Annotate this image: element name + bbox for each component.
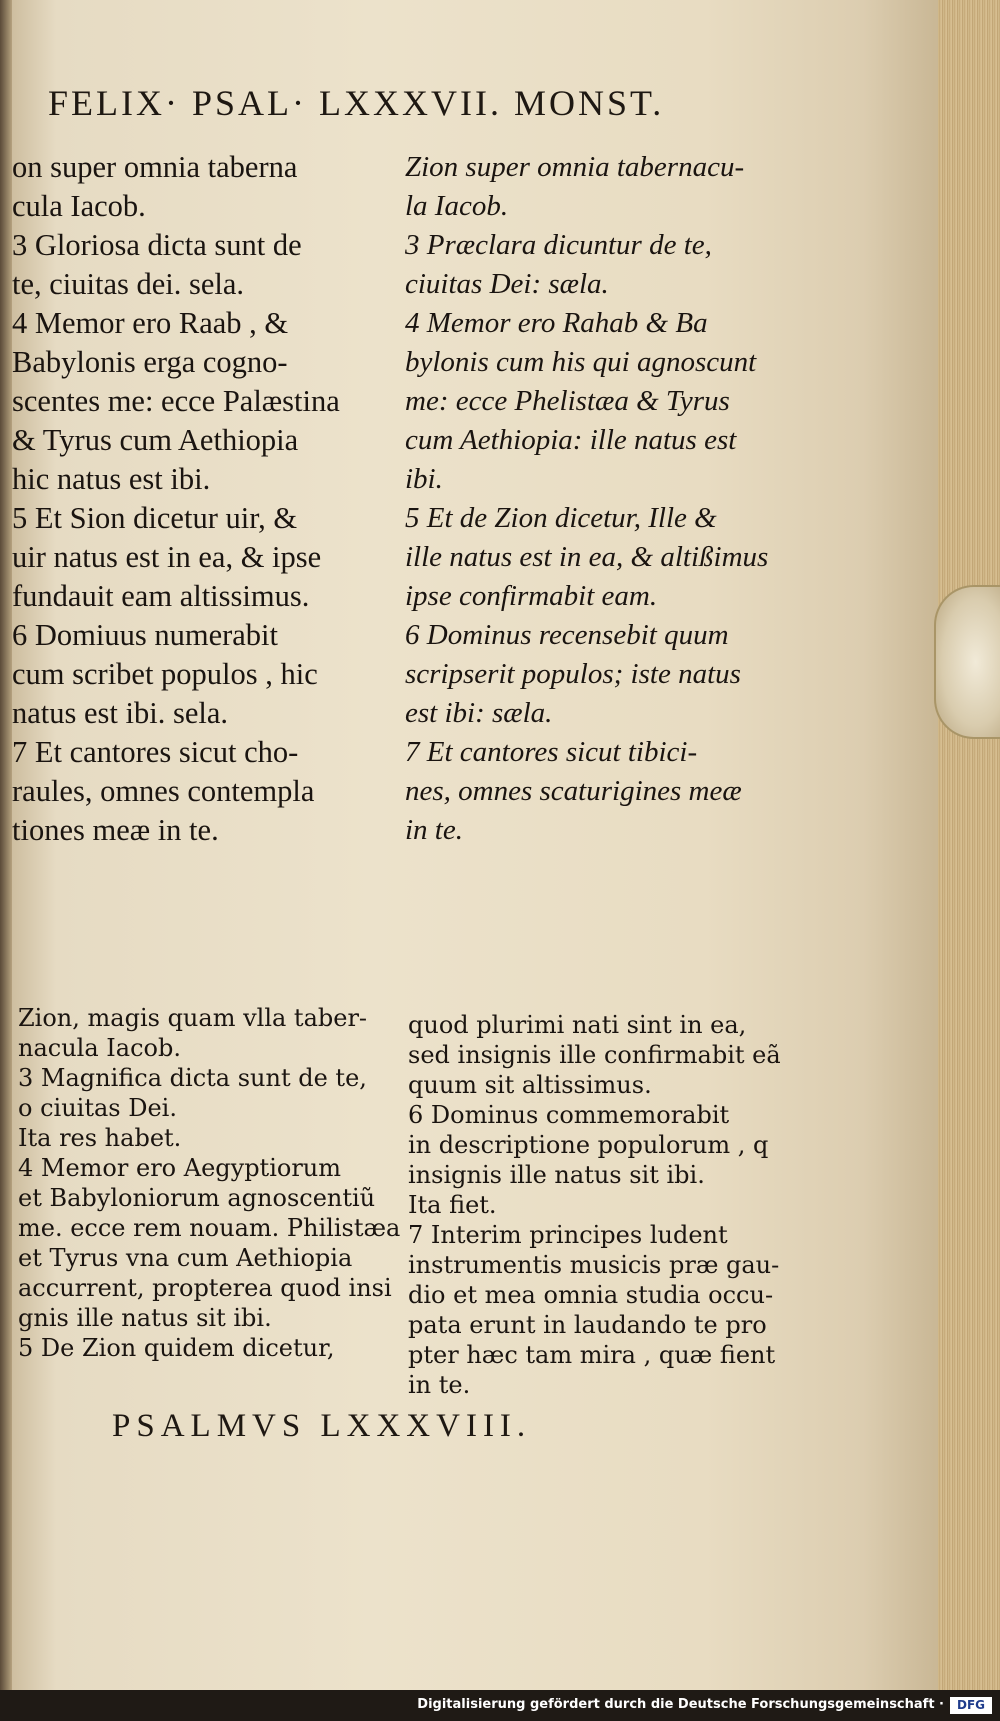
commentary-line: pata erunt in laudando te pro	[408, 1311, 767, 1339]
page-edges	[938, 0, 1000, 1690]
vulgata-line: hic natus est ibi.	[12, 462, 211, 496]
translation-line: 5 Et de Zion dicetur, Ille &	[405, 502, 717, 534]
next-psalm-heading: PSALMVS LXXXVIII.	[112, 1408, 532, 1444]
new-translation-column	[405, 148, 825, 850]
translation-line: scripserit populos; iste natus	[405, 658, 741, 690]
translation-line: la Iacob.	[405, 190, 509, 222]
translation-line: cum Aethiopia: ille natus est	[405, 424, 737, 456]
commentary-line: 3 Magnifica dicta sunt de te,	[18, 1064, 367, 1092]
vulgata-line: te, ciuitas dei. sela.	[12, 267, 245, 301]
commentary-line: me. ecce rem nouam. Philistæa	[18, 1214, 401, 1242]
commentary-line: Ita fiet.	[408, 1191, 497, 1219]
commentary-left-column	[18, 1003, 401, 1363]
commentary-line: Ita res habet.	[18, 1124, 182, 1152]
commentary-line: et Tyrus vna cum Aethiopia	[18, 1244, 353, 1272]
commentary-line: in te.	[408, 1371, 471, 1399]
translation-line: ibi.	[405, 463, 443, 495]
commentary-line: accurrent, propterea quod insi	[18, 1274, 392, 1302]
vulgata-line: & Tyrus cum Aethiopia	[12, 423, 299, 457]
vulgata-line: on super omnia taberna	[12, 150, 298, 184]
translation-line: ciuitas Dei: sæla.	[405, 268, 609, 300]
vulgata-line: 3 Gloriosa dicta sunt de	[12, 228, 302, 262]
translation-line: nes, omnes scaturigines meæ	[405, 775, 742, 807]
running-head: FELIX· PSAL· LXXXVII. MONST.	[48, 83, 665, 123]
commentary-line: gnis ille natus sit ibi.	[18, 1304, 272, 1332]
vulgata-line: 7 Et cantores sicut cho-	[12, 735, 299, 769]
vulgata-column	[12, 148, 397, 850]
digitization-note: Digitalisierung gefördert durch die Deutsche Forschungsgemeinschaft ·	[417, 1697, 944, 1712]
commentary-line: et Babyloniorum agnoscentiũ	[18, 1184, 376, 1212]
commentary-line: Zion, magis quam vlla taber-	[18, 1004, 368, 1032]
vulgata-line: uir natus est in ea, & ipse	[12, 540, 322, 574]
vulgata-line: 6 Domiuus numerabit	[12, 618, 278, 652]
vulgata-line: 4 Memor ero Raab , &	[12, 306, 289, 340]
translation-line: ille natus est in ea, & altißimus	[405, 541, 769, 573]
binding-gutter	[0, 0, 12, 1690]
commentary-line: quod plurimi nati sint in ea,	[408, 1011, 747, 1039]
commentary-line: sed insignis ille confirmabit eã	[408, 1041, 781, 1069]
translation-line: est ibi: sæla.	[405, 697, 553, 729]
vulgata-line: raules, omnes contempla	[12, 774, 315, 808]
translation-line: 6 Dominus recensebit quum	[405, 619, 729, 651]
commentary-line: nacula Iacob.	[18, 1034, 181, 1062]
vulgata-line: 5 Et Sion dicetur uir, &	[12, 501, 298, 535]
commentary-line: instrumentis musicis præ gau-	[408, 1251, 780, 1279]
vulgata-line: cum scribet populos , hic	[12, 657, 318, 691]
commentary-line: 7 Interim principes ludent	[408, 1221, 728, 1249]
translation-line: bylonis cum his qui agnoscunt	[405, 346, 757, 378]
translation-line: 3 Præclara dicuntur de te,	[405, 229, 712, 261]
vulgata-line: fundauit eam altissimus.	[12, 579, 310, 613]
vulgata-line: scentes me: ecce Palæstina	[12, 384, 340, 418]
vulgata-line: cula Iacob.	[12, 189, 146, 223]
translation-line: me: ecce Phelistæa & Tyrus	[405, 385, 730, 417]
commentary-right-column	[408, 1010, 828, 1400]
commentary-line: 4 Memor ero Aegyptiorum	[18, 1154, 342, 1182]
book-clasp	[934, 585, 1000, 739]
commentary-line: quum sit altissimus.	[408, 1071, 652, 1099]
vulgata-line: natus est ibi. sela.	[12, 696, 229, 730]
commentary-line: o ciuitas Dei.	[18, 1094, 177, 1122]
commentary-line: dio et mea omnia studia occu-	[408, 1281, 774, 1309]
commentary-line: insignis ille natus sit ibi.	[408, 1161, 705, 1189]
vulgata-line: Babylonis erga cogno-	[12, 345, 288, 379]
commentary-line: pter hæc tam mira , quæ fient	[408, 1341, 776, 1369]
translation-line: 4 Memor ero Rahab & Ba	[405, 307, 708, 339]
translation-line: Zion super omnia tabernacu-	[405, 151, 745, 183]
translation-line: in te.	[405, 814, 463, 846]
translation-line: ipse confirmabit eam.	[405, 580, 658, 612]
translation-line: 7 Et cantores sicut tibici-	[405, 736, 698, 768]
vulgata-line: tiones meæ in te.	[12, 813, 219, 847]
commentary-line: in descriptione populorum , q	[408, 1131, 769, 1159]
dfg-logo: DFG	[950, 1697, 992, 1714]
commentary-line: 5 De Zion quidem dicetur,	[18, 1334, 335, 1362]
commentary-line: 6 Dominus commemorabit	[408, 1101, 730, 1129]
